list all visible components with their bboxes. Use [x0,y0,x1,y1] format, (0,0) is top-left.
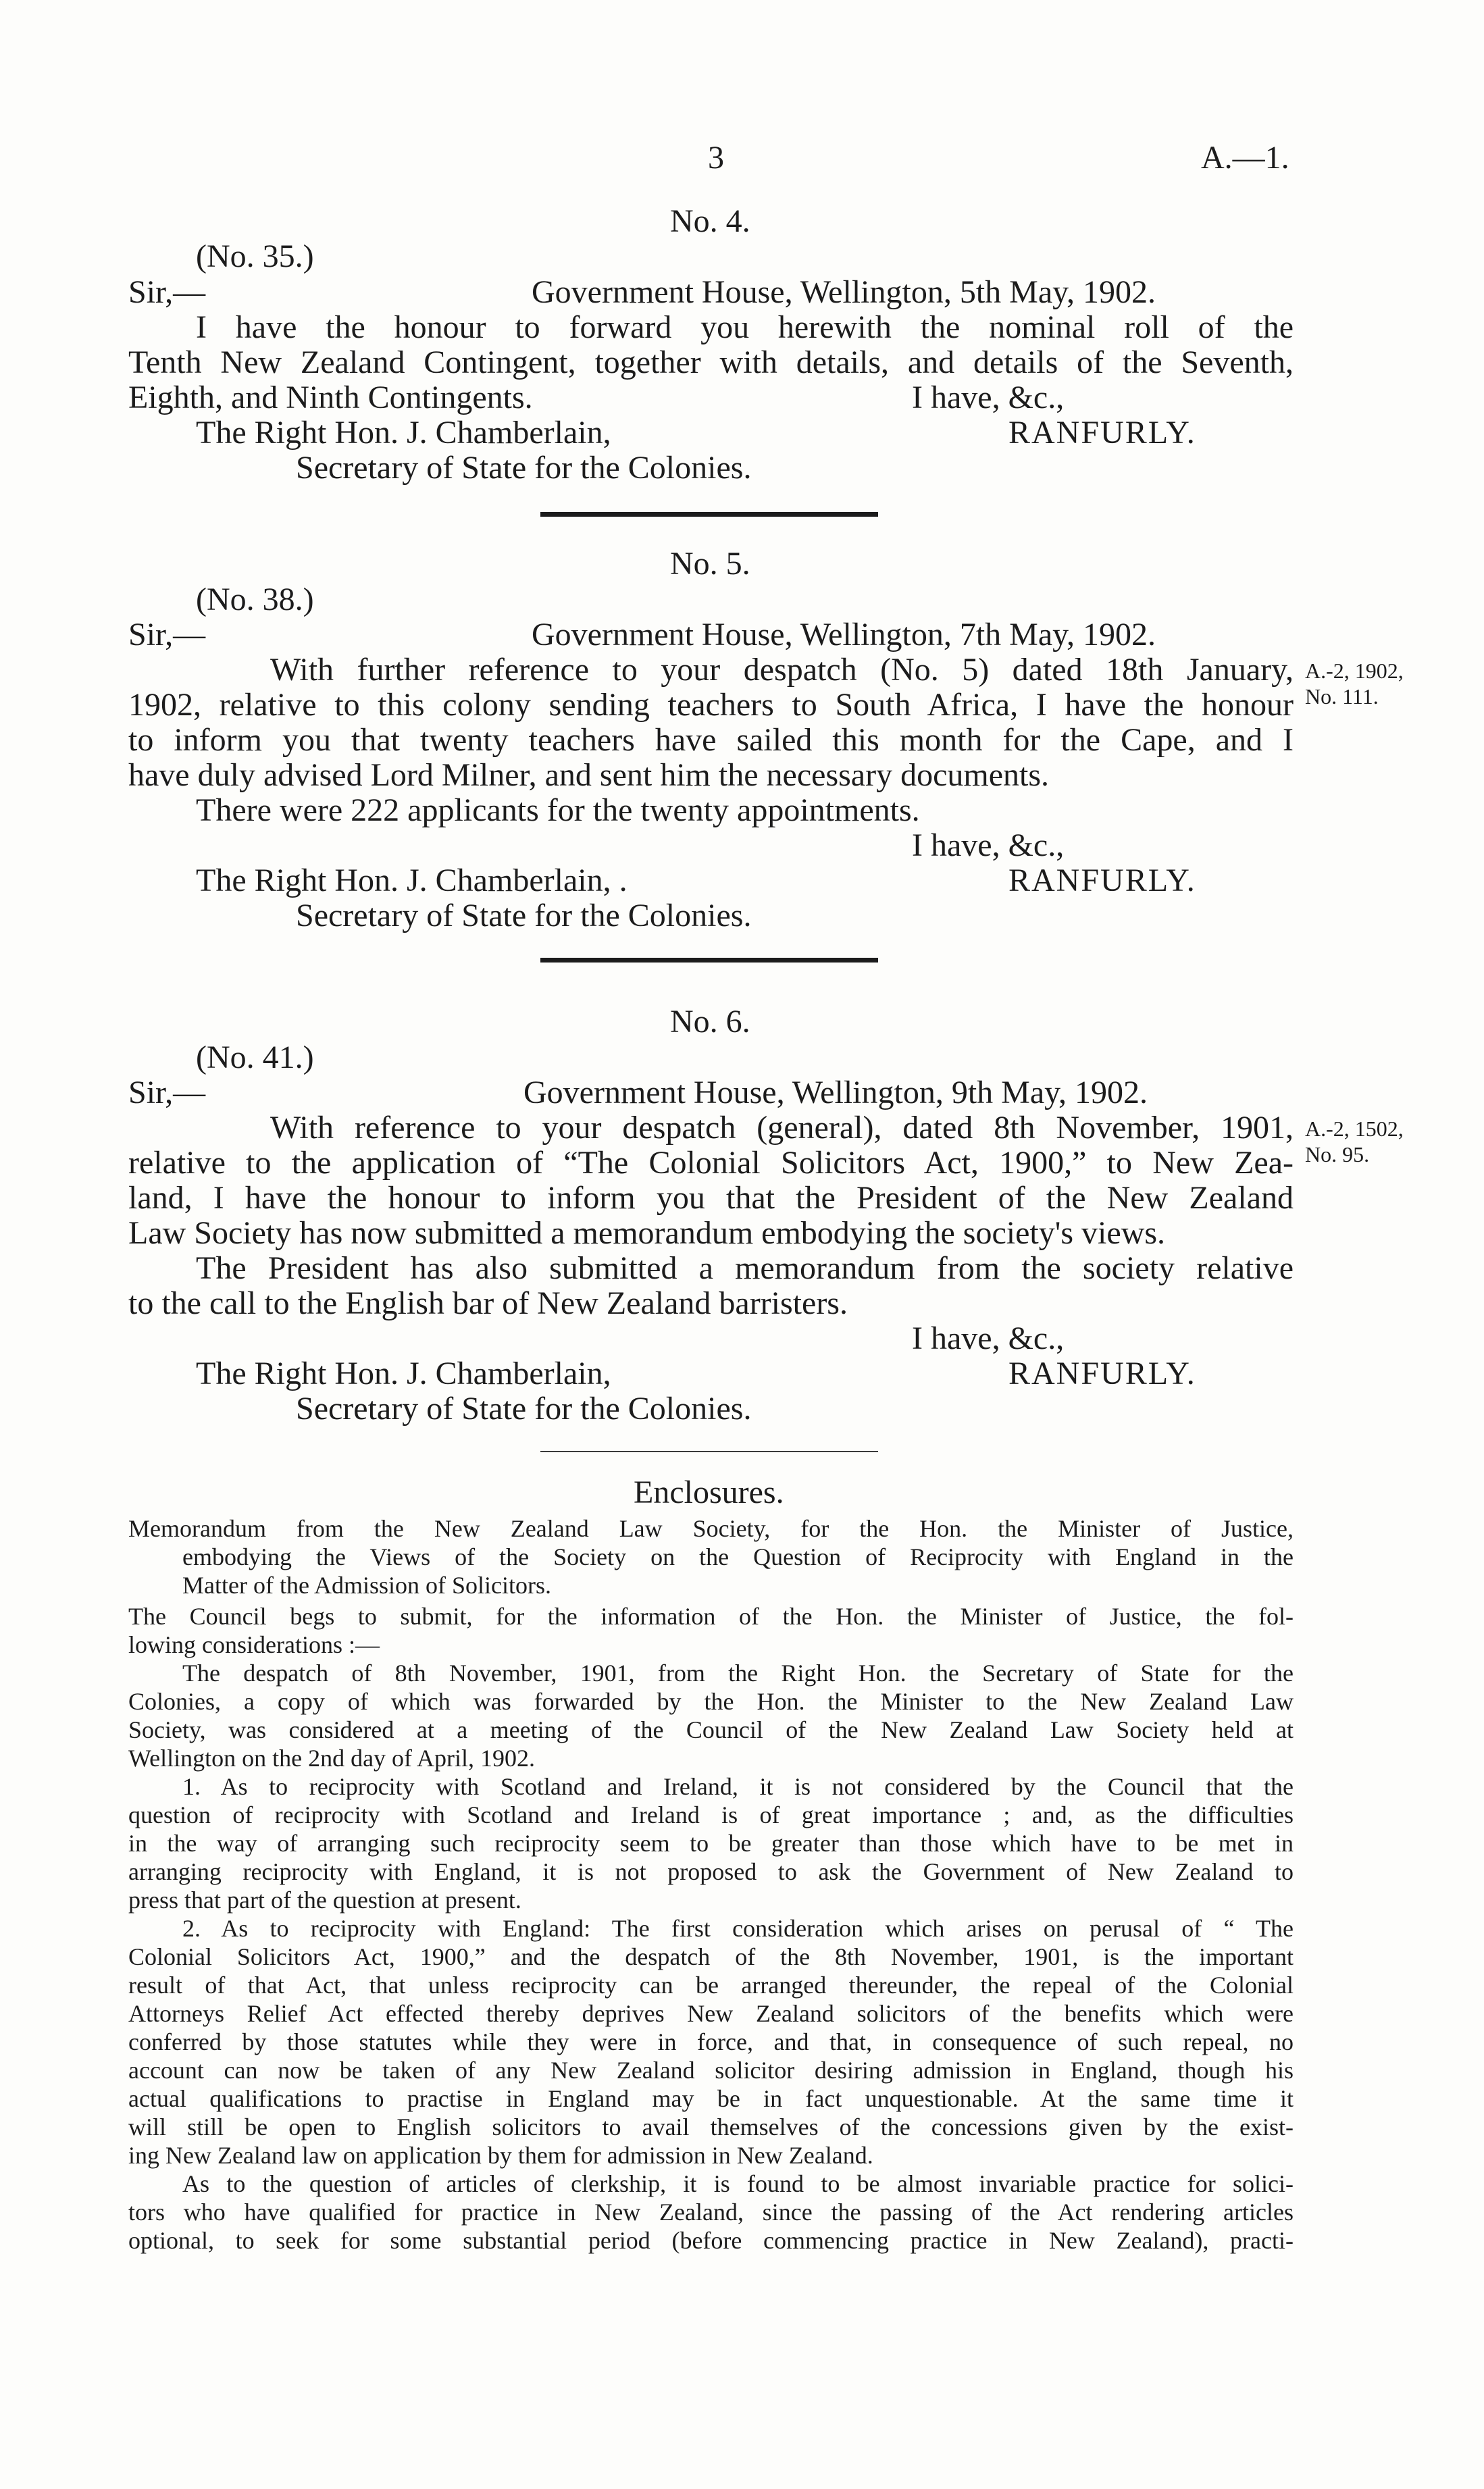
enclosures-divider [540,1451,878,1452]
memo-paragraph-line: The despatch of 8th November, 1901, from the Right Hon. the Secretary of State for the [182,1660,1294,1687]
letter6-heading: No. 6. [670,1004,750,1040]
memo-paragraph-line: tors who have qualified for practice in New Zealand, since the passing of the Act rendering articles [128,2199,1294,2226]
memo-paragraph-line: optional, to seek for some substantial period (before commencing practice in New Zealand), practi- [128,2227,1294,2254]
section-divider [540,958,878,963]
letter6-body-line-4: Law Society has now submitted a memorandum embodying the society's views. [128,1215,1166,1251]
letter4-address-date: Government House, Wellington, 5th May, 1902. [532,274,1156,310]
memo-paragraph-line: will still be open to English solicitors to avail themselves of the concessions given by the exist- [128,2113,1294,2140]
memo-paragraph-line: actual qualifications to practise in England may be in fact unquestionable. At the same time it [128,2085,1294,2112]
letter6-address-date: Government House, Wellington, 9th May, 1902. [523,1075,1148,1110]
letter5-body-line-4: have duly advised Lord Milner, and sent him the necessary documents. [128,757,1050,793]
letter5-recipient-title: Secretary of State for the Colonies. [296,898,752,933]
letter4-recipient-title: Secretary of State for the Colonies. [296,450,752,486]
letter6-body-line-3: land, I have the honour to inform you that the President of the New Zealand [128,1180,1294,1216]
letter6-body-line-5: The President has also submitted a memorandum from the society relative [196,1250,1294,1286]
letter5-body-line-2: 1902, relative to this colony sending teachers to South Africa, I have the honour [128,687,1294,723]
memo-paragraph-line: Society, was considered at a meeting of the Council of the New Zealand Law Society held at [128,1716,1294,1743]
letter5-heading: No. 5. [670,546,750,582]
letter5-ref-no: (No. 38.) [196,582,314,617]
memo-title-line-1: Memorandum from the New Zealand Law Society, for the Hon. the Minister of Justice, [128,1515,1294,1542]
memo-paragraph-line: The Council begs to submit, for the information of the Hon. the Minister of Justice, the fol- [128,1603,1294,1630]
letter4-recipient: The Right Hon. J. Chamberlain, [196,415,611,451]
letter6-signature: RANFURLY. [1008,1356,1196,1391]
letter6-recipient: The Right Hon. J. Chamberlain, [196,1356,611,1391]
letter6-body-line-1: With reference to your despatch (general), dated 8th November, 1901, [270,1110,1294,1146]
memo-paragraph-line: conferred by those statutes while they were in force, and that, in consequence of such repeal, no [128,2028,1294,2055]
memo-title-line-2: embodying the Views of the Society on the Question of Reciprocity with England in the [182,1543,1294,1570]
letter6-margin-note-2: No. 95. [1305,1142,1370,1166]
memo-paragraph-line: account can now be taken of any New Zealand solicitor desiring admission in England, though his [128,2057,1294,2084]
letter5-salutation: Sir,— [128,617,206,652]
memo-paragraph-line: in the way of arranging such reciprocity seem to be greater than those which have to be met in [128,1830,1294,1857]
letter4-ref-no: (No. 35.) [196,238,314,274]
memo-title-line-3: Matter of the Admission of Solicitors. [182,1572,551,1599]
letter6-body-line-2: relative to the application of “The Colonial Solicitors Act, 1900,” to New Zea- [128,1145,1294,1181]
section-divider [540,512,878,517]
memo-paragraph-line: lowing considerations :— [128,1631,380,1658]
memo-paragraph-line: Colonies, a copy of which was forwarded by the Hon. the Minister to the New Zealand Law [128,1688,1294,1715]
letter5-margin-note-1: A.-2, 1902, [1305,659,1404,683]
letter5-signature: RANFURLY. [1008,863,1196,898]
letter5-body-line-1: With further reference to your despatch (No. 5) dated 18th January, [270,652,1294,688]
memo-paragraph-line: result of that Act, that unless reciprocity can be arranged thereunder, the repeal of the Colonial [128,1972,1294,1999]
document-reference: A.—1. [1201,140,1289,176]
letter4-body-line-3: Eighth, and Ninth Contingents. [128,380,533,415]
memo-paragraph-line: press that part of the question at present. [128,1887,521,1914]
letter5-recipient: The Right Hon. J. Chamberlain, . [196,863,628,898]
letter5-margin-note-2: No. 111. [1305,684,1379,709]
letter5-body-line-3: to inform you that twenty teachers have sailed this month for the Cape, and I [128,722,1294,758]
letter6-margin-note-1: A.-2, 1502, [1305,1117,1404,1141]
memo-paragraph-line: Attorneys Relief Act effected thereby deprives New Zealand solicitors of the benefits which were [128,2000,1294,2027]
letter6-ref-no: (No. 41.) [196,1040,314,1075]
letter6-recipient-title: Secretary of State for the Colonies. [296,1391,752,1427]
letter4-body-line-2: Tenth New Zealand Contingent, together with details, and details of the Seventh, [128,344,1294,380]
letter5-body-line-5: There were 222 applicants for the twenty appointments. [196,792,920,828]
letter6-closing: I have, &c., [912,1320,1065,1356]
enclosures-heading: Enclosures. [634,1474,784,1510]
memo-paragraph-line: 1. As to reciprocity with Scotland and Ireland, it is not considered by the Council that the [182,1773,1294,1800]
letter4-signature: RANFURLY. [1008,415,1196,451]
letter5-address-date: Government House, Wellington, 7th May, 1902. [532,617,1156,652]
letter5-closing: I have, &c., [912,827,1065,863]
memo-paragraph-line: 2. As to reciprocity with England: The first consideration which arises on perusal of “ The [182,1915,1294,1942]
letter4-closing: I have, &c., [912,380,1065,415]
memo-paragraph-line: arranging reciprocity with England, it is not proposed to ask the Government of New Zealand to [128,1858,1294,1885]
memo-paragraph-line: Wellington on the 2nd day of April, 1902. [128,1745,536,1772]
memo-paragraph-line: Colonial Solicitors Act, 1900,” and the despatch of the 8th November, 1901, is the important [128,1943,1294,1970]
memo-paragraph-line: ing New Zealand law on application by them for admission in New Zealand. [128,2142,873,2169]
memo-paragraph-line: As to the question of articles of clerkship, it is found to be almost invariable practice for solici- [182,2170,1294,2197]
letter6-body-line-6: to the call to the English bar of New Zealand barristers. [128,1285,848,1321]
page-number: 3 [708,140,724,176]
letter4-salutation: Sir,— [128,274,206,310]
letter4-body-line-1: I have the honour to forward you herewith the nominal roll of the [196,309,1294,345]
memo-paragraph-line: question of reciprocity with Scotland and Ireland is of great importance ; and, as the difficulties [128,1801,1294,1828]
letter6-salutation: Sir,— [128,1075,206,1110]
letter4-heading: No. 4. [670,203,750,239]
